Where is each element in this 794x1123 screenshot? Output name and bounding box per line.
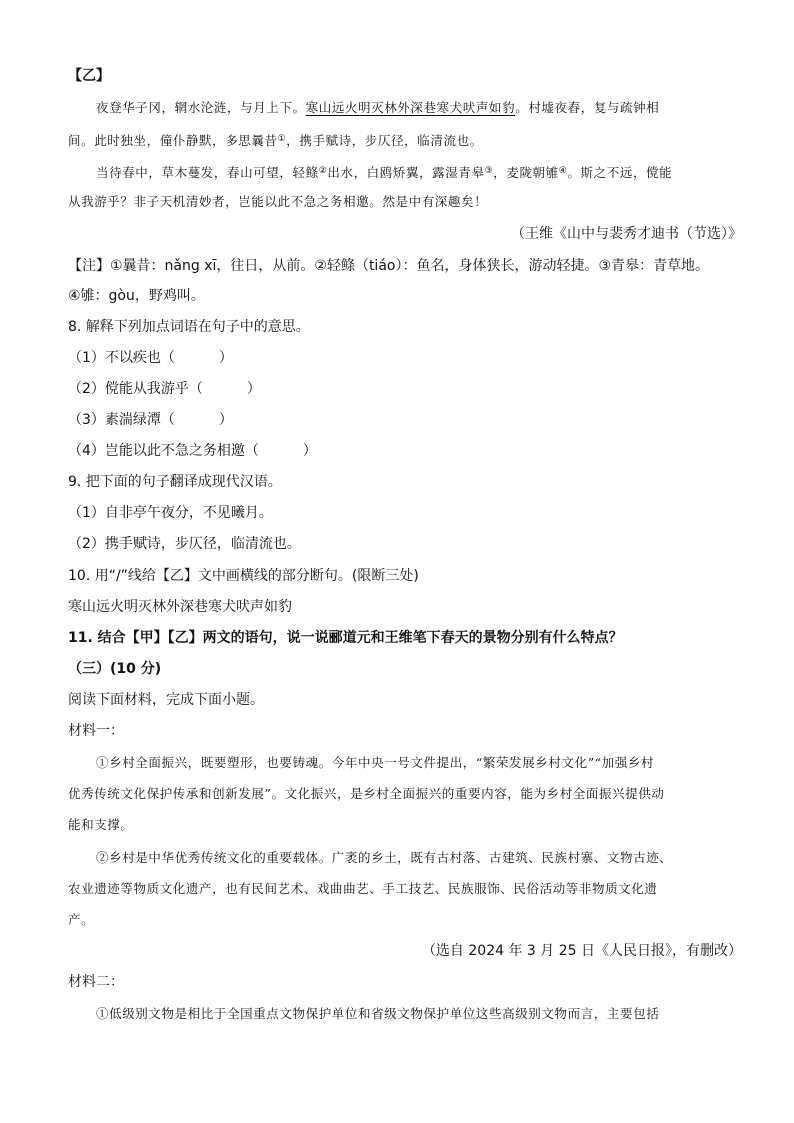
question-10: 10. 用“/”线给【乙】文中画横线的部分断句。(限断三处)	[68, 568, 419, 584]
section-3-heading: （三）(10 分)	[68, 661, 162, 677]
note-mark-4: ④	[558, 166, 568, 176]
material-2-label: 材料二：	[68, 974, 124, 990]
question-9: 9. 把下面的句子翻译成现代汉语。	[68, 474, 282, 490]
question-8-2: （2）傥能从我游乎（ ）	[68, 381, 261, 397]
question-9-1: （1）自非亭午夜分，不见曦月。	[68, 505, 273, 521]
section-3-instruction: 阅读下面材料，完成下面小题。	[68, 692, 264, 708]
material-1-label: 材料一：	[68, 723, 124, 739]
yi-paragraph-2-line-2: 从我游乎？非子天机清妙者，岂能以此不急之务相邀。然是中有深趣矣！	[68, 194, 488, 209]
material-1-p1-line-2: 优秀传统文化保护传承和创新发展”。文化振兴，是乡村全面振兴的重要内容，能为乡村全面振兴提供动	[68, 786, 665, 801]
yi-paragraph-1-line-2: 间。此时独坐，僮仆静默，多思曩昔①，携手赋诗，步仄径，临清流也。	[68, 133, 483, 148]
note-mark-2: ②	[318, 166, 328, 176]
material-1-p2-line-3: 产。	[68, 912, 95, 927]
material-1-p2-line-2: 农业遗迹等物质文化遗产，也有民间艺术、戏曲曲艺、手工技艺、民族服饰、民俗活动等非物质文化遗	[68, 881, 658, 896]
question-9-2: （2）携手赋诗，步仄径，临清流也。	[68, 536, 301, 552]
notes-line-1: 【注】①曩昔：nǎng xī，往日，从前。②轻鲦（tiáo）：鱼名，身体狭长，游动轻捷。③青皋：青草地。	[68, 258, 710, 274]
question-11: 11. 结合【甲】【乙】两文的语句，说一说郦道元和王维笔下春天的景物分别有什么特点？	[68, 630, 623, 646]
note-mark-3: ③	[484, 166, 494, 176]
notes-line-2: ④雊：gòu，野鸡叫。	[68, 288, 205, 304]
question-8-1: （1）不以疾也（ ）	[68, 350, 233, 366]
yi-paragraph-2-line-1: 当待春中，草木蔓发，春山可望，轻鲦②出水，白鸥矫翼，露湿青皋③，麦陇朝雊④。斯之不远，傥能	[96, 165, 673, 180]
material-2-p1-line-1: ①低级别文物是相比于全国重点文物保护单位和省级文物保护单位这些高级别文物而言，主要包括	[96, 1006, 660, 1021]
underlined-sentence: 寒山远火明灭林外深巷寒犬吠声如豹	[305, 100, 516, 115]
material-1-p1-line-3: 能和支撑。	[68, 817, 134, 832]
note-mark-1: ①	[277, 134, 287, 144]
question-8-3: （3）素湍绿潭（ ）	[68, 412, 233, 428]
material-1-p1-line-1: ①乡村全面振兴，既要塑形，也要铸魂。今年中央一号文件提出，“繁荣发展乡村文化”“加强乡村	[96, 755, 655, 770]
question-8: 8. 解释下列加点词语在句子中的意思。	[68, 319, 310, 335]
question-10-text: 寒山远火明灭林外深巷寒犬吠声如豹	[68, 599, 292, 615]
material-1-p2-line-1: ②乡村是中华优秀传统文化的重要载体。广袤的乡土，既有古村落、古建筑、民族村寨、文物古迹、	[96, 850, 673, 865]
yi-paragraph-1-line-1: 夜登华子冈，辋水沦涟，与月上下。寒山远火明灭林外深巷寒犬吠声如豹。村墟夜舂，复与疏钟相	[96, 100, 660, 115]
yi-source: （王维《山中与裴秀才迪书（节选）》	[511, 226, 742, 242]
section-header-yi: 【乙】	[68, 68, 110, 84]
question-8-4: （4）岂能以此不急之务相邀（ ）	[68, 443, 317, 459]
material-1-source: （选自 2024 年 3 月 25 日《人民日报》，有删改）	[421, 943, 742, 959]
